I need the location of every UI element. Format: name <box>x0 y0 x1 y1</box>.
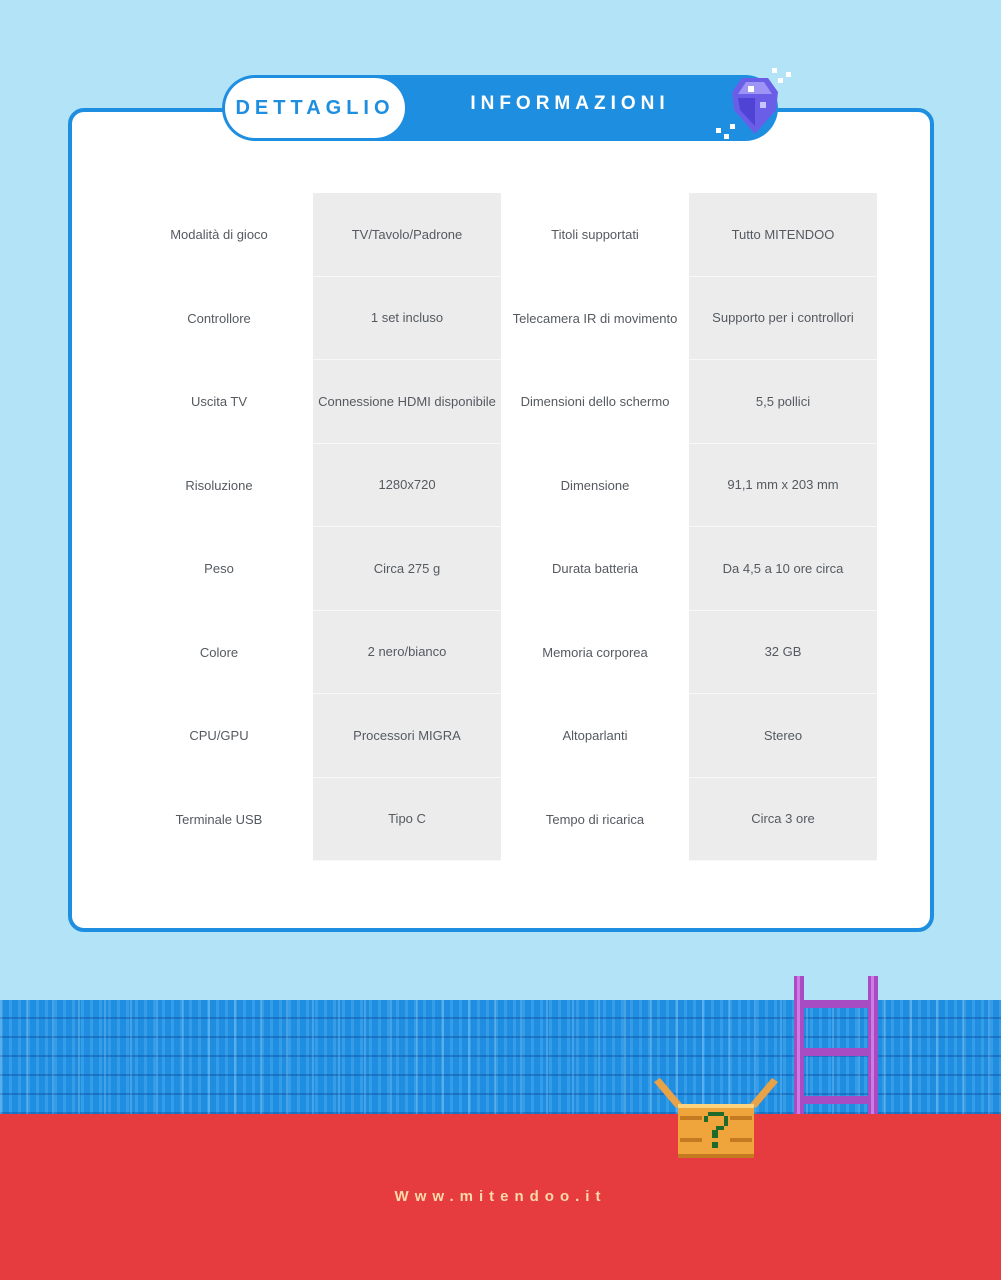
spec-value: Circa 3 ore <box>689 778 877 862</box>
spec-value: Tipo C <box>313 778 501 862</box>
spec-label: Colore <box>199 644 239 660</box>
spec-value: 5,5 pollici <box>689 360 877 444</box>
spec-value: Circa 275 g <box>313 527 501 611</box>
spec-label: Terminale USB <box>175 811 263 827</box>
spec-label: Tempo di ricarica <box>545 811 645 827</box>
spec-label: Memoria corporea <box>542 644 648 660</box>
spec-value: Stereo <box>689 694 877 778</box>
spec-value: Tutto MITENDOO <box>689 193 877 277</box>
spec-value: Supporto per i controllori <box>689 277 877 361</box>
spec-label: Modalità di gioco <box>170 227 268 243</box>
spec-value: Processori MIGRA <box>313 694 501 778</box>
spec-label: Durata batteria <box>552 561 638 577</box>
spec-value: Da 4,5 a 10 ore circa <box>689 527 877 611</box>
spec-label: Peso <box>204 561 234 577</box>
spec-label: Altoparlanti <box>562 728 628 744</box>
spec-value: 1280x720 <box>313 444 501 528</box>
spec-label: Dimensioni dello schermo <box>520 394 670 410</box>
spec-value: 1 set incluso <box>313 277 501 361</box>
spec-label: CPU/GPU <box>189 728 249 744</box>
spec-label: Controllore <box>187 310 251 326</box>
spec-value: Connessione HDMI disponibile <box>313 360 501 444</box>
spec-value: 32 GB <box>689 611 877 695</box>
spec-value: TV/Tavolo/Padrone <box>313 193 501 277</box>
page-title: INFORMAZIONI <box>470 93 670 114</box>
spec-label: Dimensione <box>560 477 630 493</box>
question-block-icon <box>654 1078 778 1160</box>
spec-table <box>125 193 877 861</box>
spec-label: Uscita TV <box>190 394 248 410</box>
pixel-gem-icon <box>712 66 802 142</box>
spec-label: Risoluzione <box>185 477 253 493</box>
footer-url-link[interactable]: Www.mitendoo.it <box>394 1188 607 1205</box>
spec-value: 91,1 mm x 203 mm <box>689 444 877 528</box>
spec-label: Telecamera IR di movimento <box>512 310 678 326</box>
tab-dettaglio[interactable]: DETTAGLIO <box>225 78 405 138</box>
spec-value: 2 nero/bianco <box>313 611 501 695</box>
spec-label: Titoli supportati <box>551 227 639 243</box>
